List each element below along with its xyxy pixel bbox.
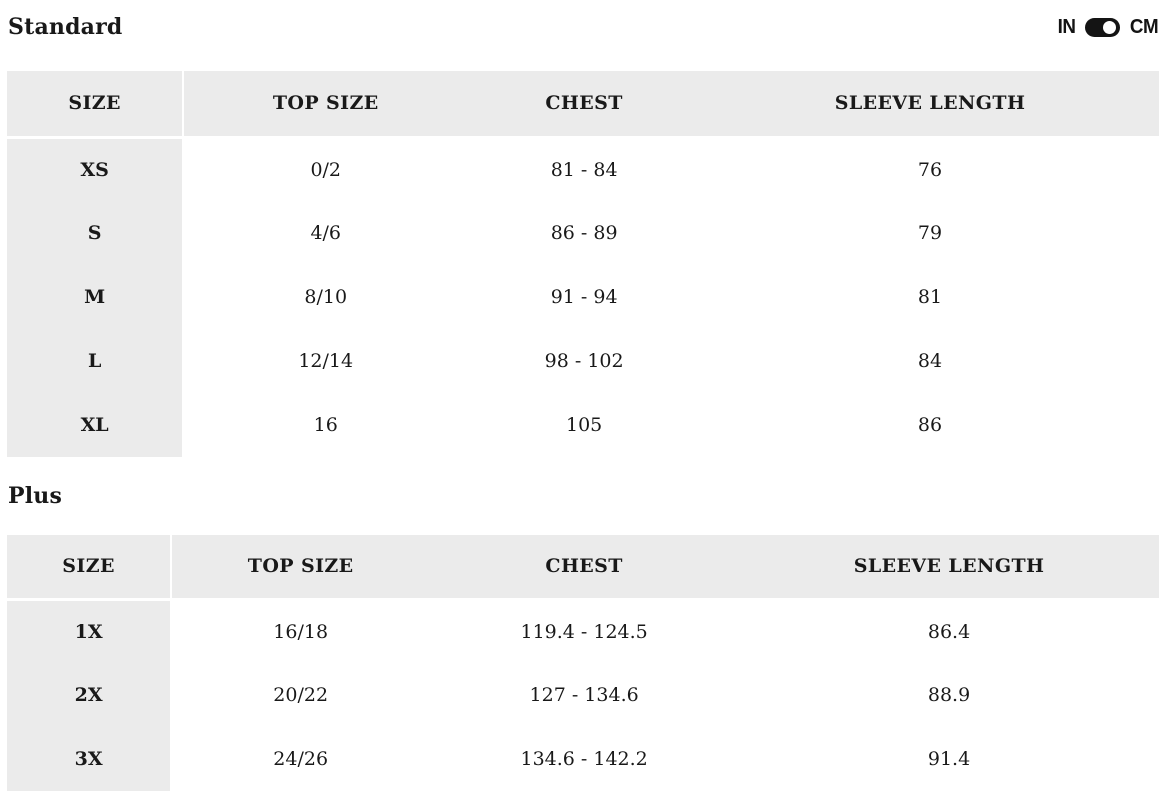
- top-size-cell: 12/14: [183, 329, 467, 393]
- column-header-sleeve-length: SLEEVE LENGTH: [739, 535, 1159, 599]
- sleeve-length-cell: 84: [701, 329, 1159, 393]
- unit-label-cm[interactable]: CM: [1129, 15, 1159, 38]
- header-row: [7, 71, 1159, 137]
- standard-size-table: [7, 71, 1159, 457]
- table-row: [7, 201, 1159, 265]
- unit-label-in[interactable]: IN: [1057, 15, 1076, 38]
- sleeve-length-cell: 91.4: [739, 727, 1159, 791]
- chest-cell: 98 - 102: [467, 329, 701, 393]
- column-header-chest: CHEST: [467, 71, 701, 137]
- chest-cell: 127 - 134.6: [429, 663, 739, 727]
- chest-cell: 86 - 89: [467, 201, 701, 265]
- sleeve-length-cell: 81: [701, 265, 1159, 329]
- chest-cell: 105: [467, 393, 701, 457]
- sleeve-length-cell: 88.9: [739, 663, 1159, 727]
- top-size-cell: 4/6: [183, 201, 467, 265]
- sleeve-length-cell: 79: [701, 201, 1159, 265]
- unit-toggle-group: [1057, 16, 1159, 39]
- chest-cell: 119.4 - 124.5: [429, 599, 739, 663]
- top-size-cell: 24/26: [171, 727, 429, 791]
- column-header-sleeve-length: SLEEVE LENGTH: [701, 71, 1159, 137]
- table-row: [7, 137, 1159, 201]
- size-label-cell: XS: [7, 137, 183, 201]
- column-header-size: SIZE: [7, 535, 171, 599]
- column-header-size: SIZE: [7, 71, 183, 137]
- top-size-cell: 16: [183, 393, 467, 457]
- table-row: [7, 663, 1159, 727]
- top-size-cell: 16/18: [171, 599, 429, 663]
- plus-size-table: [7, 535, 1159, 791]
- chest-cell: 81 - 84: [467, 137, 701, 201]
- sleeve-length-cell: 86.4: [739, 599, 1159, 663]
- standard-section-title: Standard: [8, 14, 123, 40]
- column-header-top-size: TOP SIZE: [183, 71, 467, 137]
- sleeve-length-cell: 86: [701, 393, 1159, 457]
- size-label-cell: XL: [7, 393, 183, 457]
- table-row: [7, 727, 1159, 791]
- size-label-cell: M: [7, 265, 183, 329]
- top-size-cell: 0/2: [183, 137, 467, 201]
- standard-section-header: [7, 14, 1159, 40]
- size-label-cell: S: [7, 201, 183, 265]
- plus-section-title: Plus: [8, 483, 63, 509]
- table-row: [7, 329, 1159, 393]
- size-label-cell: 1X: [7, 599, 171, 663]
- top-size-cell: 8/10: [183, 265, 467, 329]
- column-header-chest: CHEST: [429, 535, 739, 599]
- sleeve-length-cell: 76: [701, 137, 1159, 201]
- plus-section-header: [7, 483, 1159, 509]
- header-row: [7, 535, 1159, 599]
- table-row: [7, 265, 1159, 329]
- column-header-top-size: TOP SIZE: [171, 535, 429, 599]
- chest-cell: 91 - 94: [467, 265, 701, 329]
- size-label-cell: L: [7, 329, 183, 393]
- table-row: [7, 599, 1159, 663]
- size-label-cell: 2X: [7, 663, 171, 727]
- chest-cell: 134.6 - 142.2: [429, 727, 739, 791]
- table-row: [7, 393, 1159, 457]
- size-label-cell: 3X: [7, 727, 171, 791]
- top-size-cell: 20/22: [171, 663, 429, 727]
- unit-toggle-switch[interactable]: [1085, 18, 1120, 37]
- toggle-knob-icon: [1103, 21, 1116, 34]
